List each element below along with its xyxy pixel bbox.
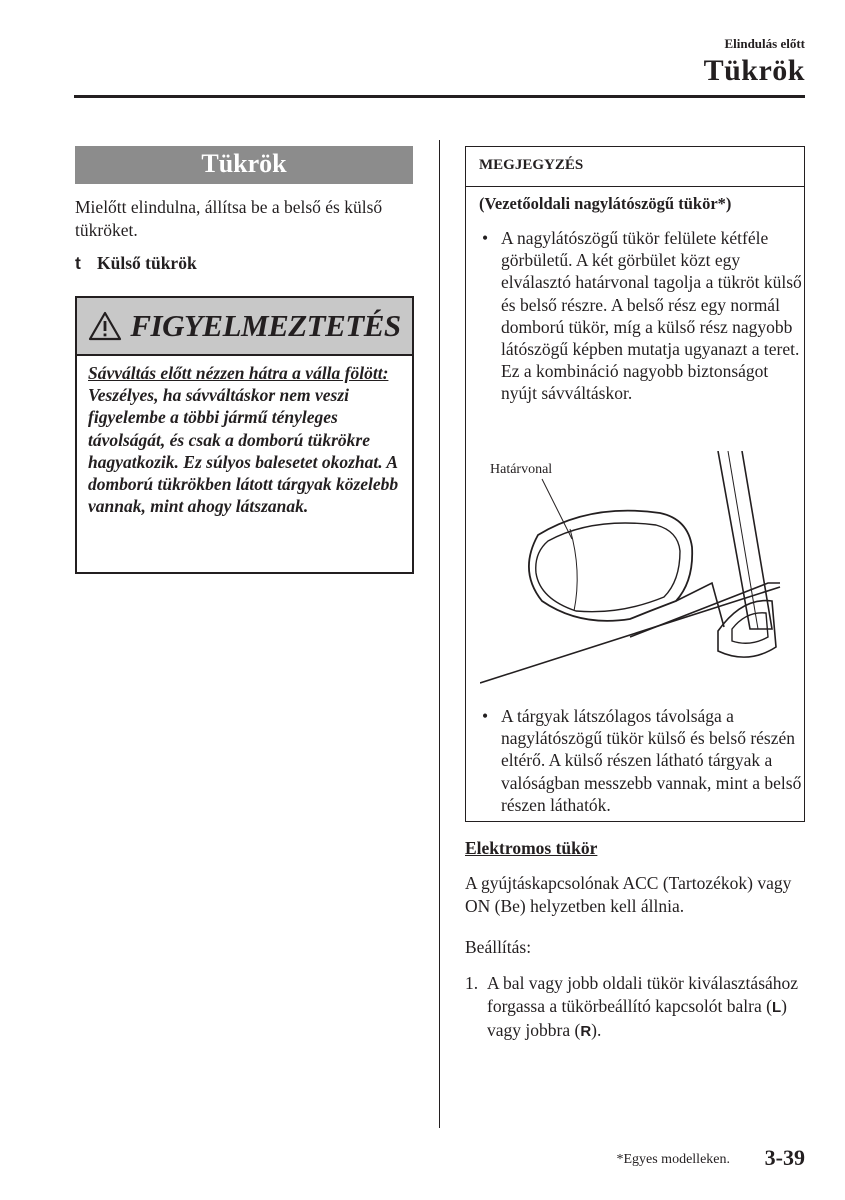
warning-body — [77, 356, 412, 517]
note-box — [465, 146, 805, 822]
warning-header — [77, 298, 412, 356]
key-right: R — [580, 1023, 592, 1040]
paragraph-ignition: A gyújtáskapcsolónak ACC (Tartozékok) vagy ON (Be) helyzetben kell állnia. — [465, 873, 792, 916]
running-header-title: Tükrök — [703, 54, 805, 87]
column-divider — [439, 140, 440, 1128]
key-left: L — [771, 999, 782, 1016]
intro-paragraph: Mielőtt elindulna, állítsa be a belső és külső tükröket. — [75, 197, 383, 240]
warning-lead: Sávváltás előtt nézzen hátra a válla fölött: — [88, 363, 389, 383]
page-number: 3-39 — [764, 1145, 805, 1170]
mirror-illustration — [480, 451, 790, 687]
section-banner: Tükrök — [75, 146, 413, 184]
step-text-a: A bal vagy jobb oldali tükör kiválasztásához forgassa a tükörbeállító kapcsolót balra ( — [487, 973, 799, 1016]
footer-footnote: *Egyes modelleken. — [616, 1152, 730, 1167]
subheading-marker: t — [75, 253, 81, 273]
note-subheading: (Vezetőoldali nagylátószögű tükör*) — [479, 194, 732, 213]
running-header-section: Elindulás előtt — [724, 36, 805, 51]
subheading-electric-mirror: Elektromos tükör — [465, 838, 598, 858]
warning-title: FIGYELMEZTETÉS — [130, 308, 401, 343]
warning-triangle-icon — [88, 311, 122, 341]
note-heading: MEGJEGYZÉS — [466, 147, 804, 187]
paragraph-adjustment: Beállítás: — [465, 937, 532, 957]
step-number: 1. — [465, 973, 479, 993]
step-text-b: ) vagy jobbra ( — [487, 996, 787, 1040]
figure-label-boundary: Határvonal — [490, 462, 553, 477]
step-1 — [465, 972, 810, 1043]
warning-text: Veszélyes, ha sávváltáskor nem veszi figyelembe a többi jármű tényleges távolságát, és csak a domború tükrökre hagyatkozik. Ez súlyos balesetet okozhat. A domború tükrökben látott tárgyak közelebb vannak, mint ahogy látszanak. — [88, 385, 399, 517]
subheading-external-mirrors — [75, 253, 415, 274]
warning-box — [75, 296, 414, 574]
note-bullet-1: • A nagylátószögű tükör felülete kétféle görbületű. A két görbület közt egy elválasztó határvonal tagolja a tükröt külső és belső részre. A belső rész egy normál domború tükör, míg a külső rész nagyobb látószögű képben mutatja ugyanazt a teret. Ez a kombináció nagyobb biztonságot nyújt sávváltáskor. — [466, 227, 802, 405]
subheading-text: Külső tükrök — [97, 253, 197, 273]
step-text-c: ). — [591, 1020, 602, 1040]
note-bullet-2: • A tárgyak látszólagos távolsága a nagylátószögű tükör külső és belső részén eltérő. A külső részen látható tárgyak a valóságban messzebb vannak, mint a belső részen láthatók. — [466, 705, 802, 816]
header-rule — [74, 95, 805, 98]
